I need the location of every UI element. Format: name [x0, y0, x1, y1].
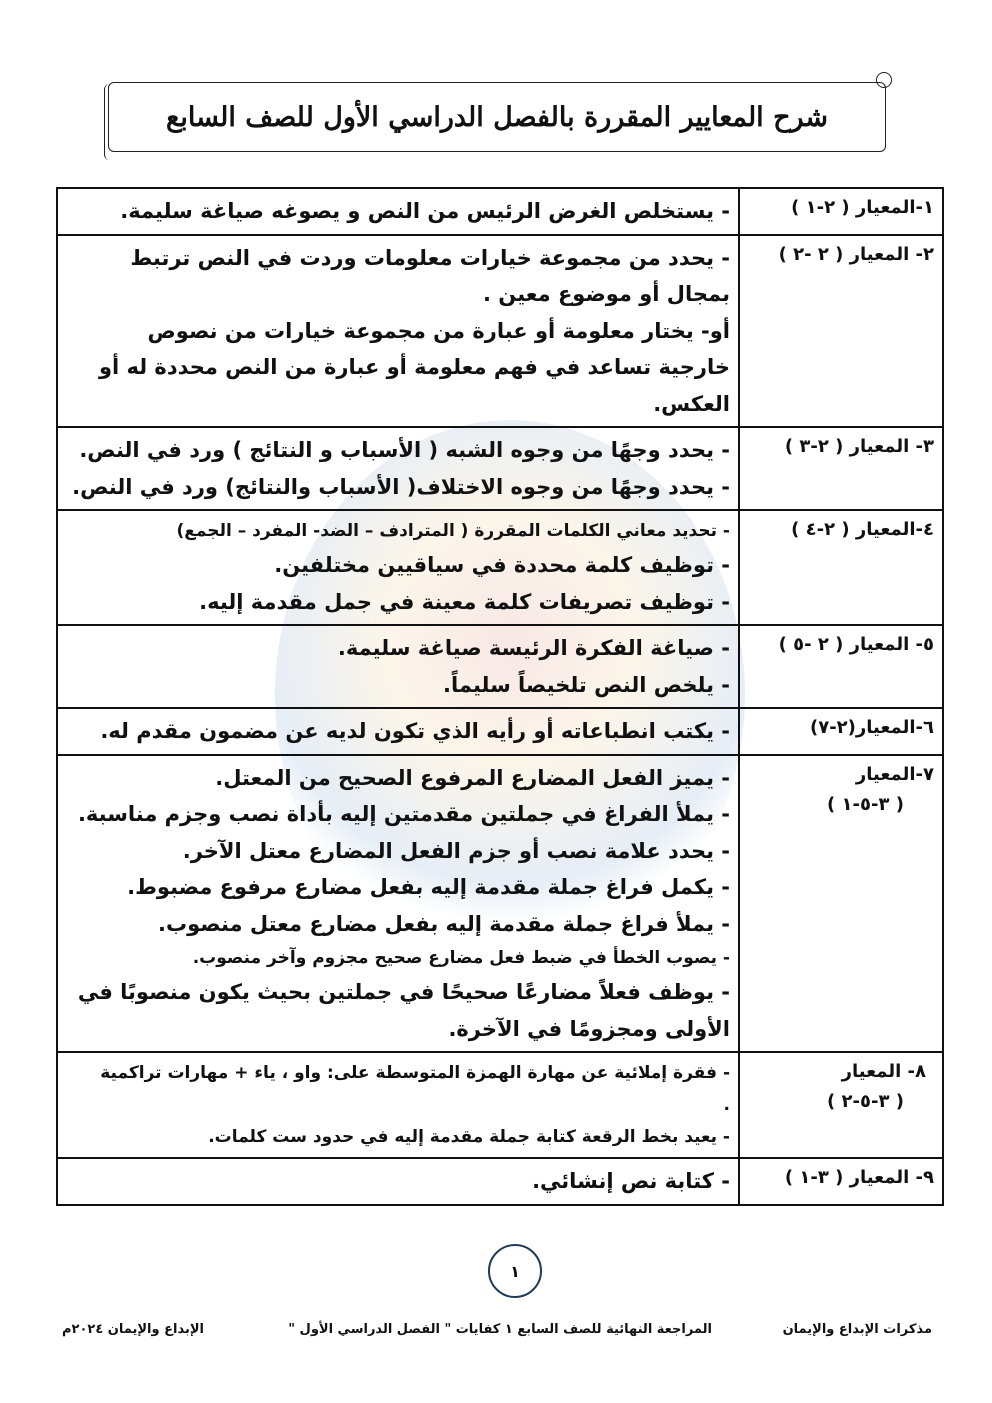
description-line: - يوظف فعلاً مضارعًا صحيحًا في جملتين بحيث يكون منصوبًا في: [77, 980, 730, 1004]
table-row: [57, 755, 943, 1053]
description-cell: [57, 708, 739, 755]
description-cell: [57, 510, 739, 625]
description-line: - يكمل فراغ جملة مقدمة إليه بفعل مضارع مرفوع مضبوط.: [127, 875, 730, 899]
description-cell: [57, 625, 739, 708]
footer-right: مذكرات الإبداع والإيمان: [782, 1322, 932, 1337]
description-line: - فقرة إملائية عن مهارة الهمزة المتوسطة على: واو ، ياء + مهارات تراكمية: [100, 1063, 730, 1083]
standard-code: ( ٣-٥-٢ ): [827, 1091, 904, 1112]
description-cell: [57, 427, 739, 510]
description-line: - يعيد بخط الرقعة كتابة جملة مقدمة إليه في حدود ست كلمات.: [208, 1127, 730, 1147]
description-line: - يحدد علامة نصب أو جزم الفعل المضارع معتل الآخر.: [182, 838, 730, 863]
description-line: - تحديد معاني الكلمات المقررة ( المترادف – الضد- المفرد – الجمع): [176, 521, 730, 541]
description-cell: [57, 188, 739, 235]
title-scroll-banner: [108, 72, 886, 154]
standard-label: ٨- المعيار: [841, 1061, 926, 1082]
description-line: أو- يختار معلومة أو عبارة من مجموعة خيارات من نصوص: [147, 318, 730, 343]
table-row: [57, 708, 943, 755]
standard-cell: ٥- المعيار ( ٢ -٥ ): [739, 625, 943, 708]
description-line: العكس.: [653, 391, 730, 416]
table-row: [57, 427, 943, 510]
footer-left: الإبداع والإيمان ٢٠٢٤م: [62, 1322, 204, 1337]
page-title: شرح المعايير المقررة بالفصل الدراسي الأول للصف السابع: [108, 82, 886, 152]
description-line: - يملأ الفراغ في جملتين مقدمتين إليه بأداة نصب وجزم مناسبة.: [77, 802, 730, 826]
criteria-table: [56, 187, 944, 1206]
footer-middle: المراجعة النهائية للصف السابع ١ كفايات " الفصل الدراسي الأول ": [288, 1322, 712, 1337]
standard-code: ( ٣-٥-١ ): [827, 793, 904, 815]
description-cell: [57, 235, 739, 428]
description-cell: [57, 1052, 739, 1158]
standard-cell: [739, 755, 943, 1053]
standard-cell: [739, 1052, 943, 1158]
description-line: - يصوب الخطأ في ضبط فعل مضارع صحيح مجزوم وآخر منصوب.: [192, 948, 730, 968]
standard-cell: ١-المعيار ( ٢-١ ): [739, 188, 943, 235]
standard-cell: ٢- المعيار ( ٢ -٢ ): [739, 235, 943, 428]
standard-cell: ٤-المعيار ( ٢-٤ ): [739, 510, 943, 625]
table-row: [57, 1052, 943, 1158]
table-row: [57, 235, 943, 428]
description-cell: [57, 755, 739, 1053]
standard-cell: ٦-المعيار(٢-٧): [739, 708, 943, 755]
description-line: .: [723, 1095, 730, 1115]
description-line: - يحدد من مجموعة خيارات معلومات وردت في النص ترتبط: [130, 245, 730, 270]
standard-cell: ٣- المعيار ( ٢-٣ ): [739, 427, 943, 510]
description-line: - يحدد وجهًا من وجوه الشبه ( الأسباب و النتائج ) ورد في النص.: [79, 438, 730, 462]
description-line: - يكتب انطباعاته أو رأيه الذي تكون لديه عن مضمون مقدم له.: [100, 719, 730, 743]
description-line: - يميز الفعل المضارع المرفوع الصحيح من المعتل.: [215, 765, 730, 790]
table-row: [57, 625, 943, 708]
description-line: بمجال أو موضوع معين .: [483, 282, 730, 306]
standard-cell: ٩- المعيار ( ٣-١ ): [739, 1158, 943, 1205]
description-cell: [57, 1158, 739, 1205]
description-line: - صياغة الفكرة الرئيسة صياغة سليمة.: [337, 636, 730, 660]
standard-label: ٧-المعيار: [855, 763, 934, 785]
description-line: خارجية تساعد في فهم معلومة أو عبارة من النص محددة له أو: [98, 355, 730, 379]
table-row: [57, 510, 943, 625]
description-line: الأولى ومجزومًا في الآخرة.: [448, 1016, 730, 1041]
table-row: [57, 1158, 943, 1205]
description-line: - توظيف كلمة محددة في سياقيين مختلفين.: [274, 553, 730, 577]
description-line: - يحدد وجهًا من وجوه الاختلاف( الأسباب والنتائج) ورد في النص.: [72, 474, 730, 499]
description-line: - يستخلص الغرض الرئيس من النص و يصوغه صياغة سليمة.: [120, 199, 730, 223]
table-row: [57, 188, 943, 235]
description-line: - توظيف تصريفات كلمة معينة في جمل مقدمة إليه.: [199, 589, 730, 614]
description-line: - كتابة نص إنشائي.: [532, 1169, 730, 1193]
page-number: ١: [488, 1244, 542, 1298]
description-line: - يلخص النص تلخيصاً سليماً.: [443, 672, 730, 697]
description-line: - يملأ فراغ جملة مقدمة إليه بفعل مضارع معتل منصوب.: [158, 911, 730, 936]
